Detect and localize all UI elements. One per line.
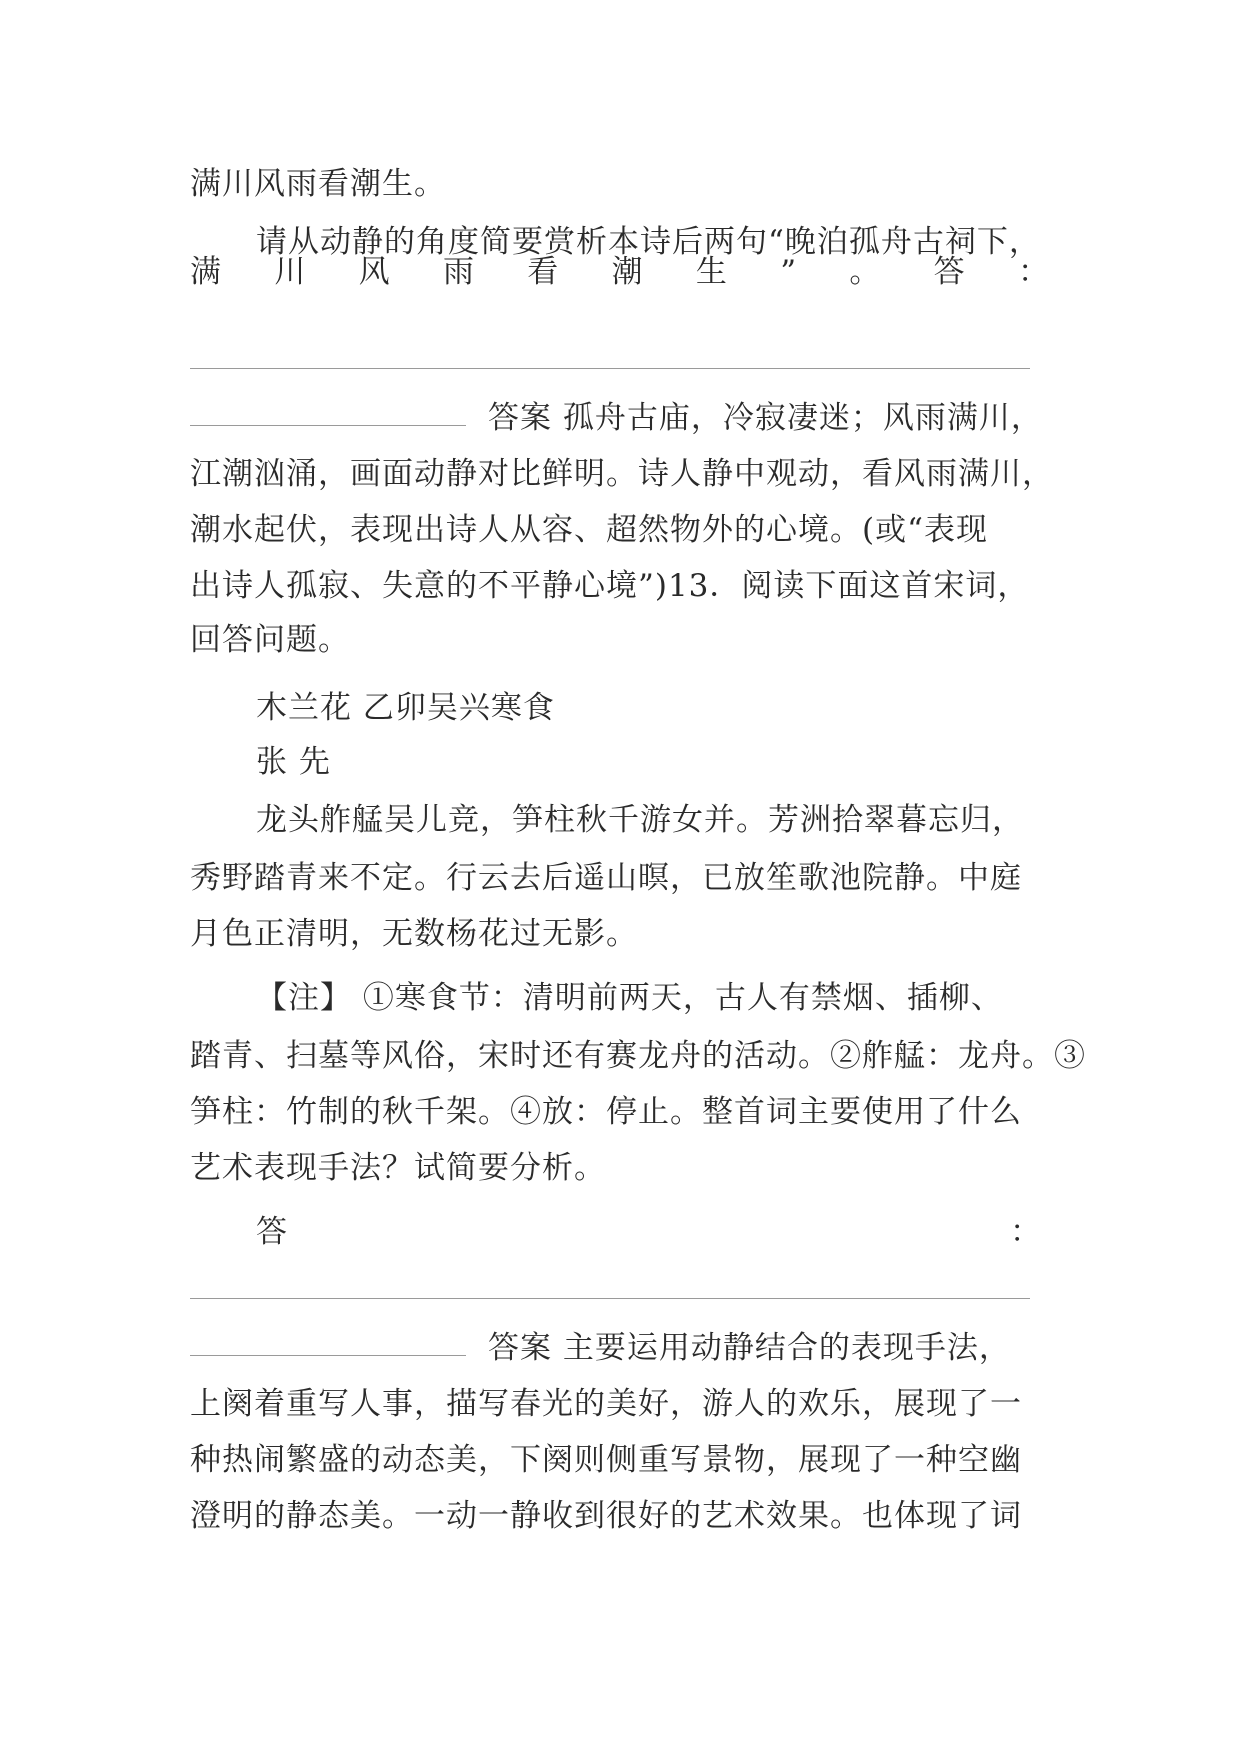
poem-line: 龙头舴艋吴儿竞，笋柱秋千游女并。芳洲拾翠暮忘归， <box>256 802 1024 838</box>
spread-char: 。 <box>849 254 882 290</box>
answer-line: 答案 孤舟古庙，冷寂凄迷；风雨满川， <box>488 400 1043 436</box>
answer-line: 潮水起伏，表现出诗人从容、超然物外的心境。(或“表现 <box>190 512 988 548</box>
answer-colon: ： <box>1010 1214 1041 1250</box>
spread-char: 风 <box>358 254 391 290</box>
text-line: 满川风雨看潮生。 <box>190 166 446 202</box>
spread-char: 满 <box>190 254 222 290</box>
answer-line: 上阕着重写人事，描写春光的美好，游人的欢乐，展现了一 <box>190 1386 1022 1422</box>
answer-line: 江潮汹涌，画面动静对比鲜明。诗人静中观动，看风雨满川， <box>190 456 1054 492</box>
note-line: 踏青、扫墓等风俗，宋时还有赛龙舟的活动。②舴艋：龙舟。③ <box>190 1038 1086 1074</box>
answer-line: 出诗人孤寂、失意的不平静心境”)13．阅读下面这首宋词， <box>190 568 1030 604</box>
note-line: 【注】 ①寒食节：清明前两天，古人有禁烟、插柳、 <box>256 980 1003 1016</box>
spread-char: 川 <box>274 254 307 290</box>
spread-char: ： <box>1017 254 1050 290</box>
spread-char: 答 <box>933 254 966 290</box>
answer-blank-line <box>190 368 1030 369</box>
answer-blank-short <box>190 425 466 426</box>
poem-line: 秀野踏青来不定。行云去后遥山暝，已放笙歌池院静。中庭 <box>190 860 1022 896</box>
spread-char: 潮 <box>611 254 644 290</box>
question-line: 艺术表现手法？试简要分析。 <box>190 1150 606 1186</box>
note-line: 笋柱：竹制的秋千架。④放：停止。整首词主要使用了什么 <box>190 1094 1022 1130</box>
spread-char: ” <box>780 254 798 290</box>
text-line: 回答问题。 <box>190 622 350 658</box>
question-line: 请从动静的角度简要赏析本诗后两句“晚泊孤舟古祠下， <box>256 224 1041 260</box>
poem-title: 木兰花 乙卯吴兴寒食 <box>256 690 555 726</box>
answer-line: 种热闹繁盛的动态美，下阕则侧重写景物，展现了一种空幽 <box>190 1442 1022 1478</box>
answer-blank-line <box>190 1298 1030 1299</box>
spread-char: 看 <box>527 254 560 290</box>
poem-line: 月色正清明，无数杨花过无影。 <box>190 916 638 952</box>
answer-blank-short <box>190 1355 466 1356</box>
answer-label: 答 <box>256 1214 288 1250</box>
poem-author: 张 先 <box>256 744 331 780</box>
spread-char: 生 <box>695 254 728 290</box>
spread-char: 雨 <box>442 254 475 290</box>
question-line-spread <box>190 250 1050 294</box>
answer-line: 澄明的静态美。一动一静收到很好的艺术效果。也体现了词 <box>190 1498 1022 1534</box>
answer-line: 答案 主要运用动静结合的表现手法， <box>488 1330 1011 1366</box>
